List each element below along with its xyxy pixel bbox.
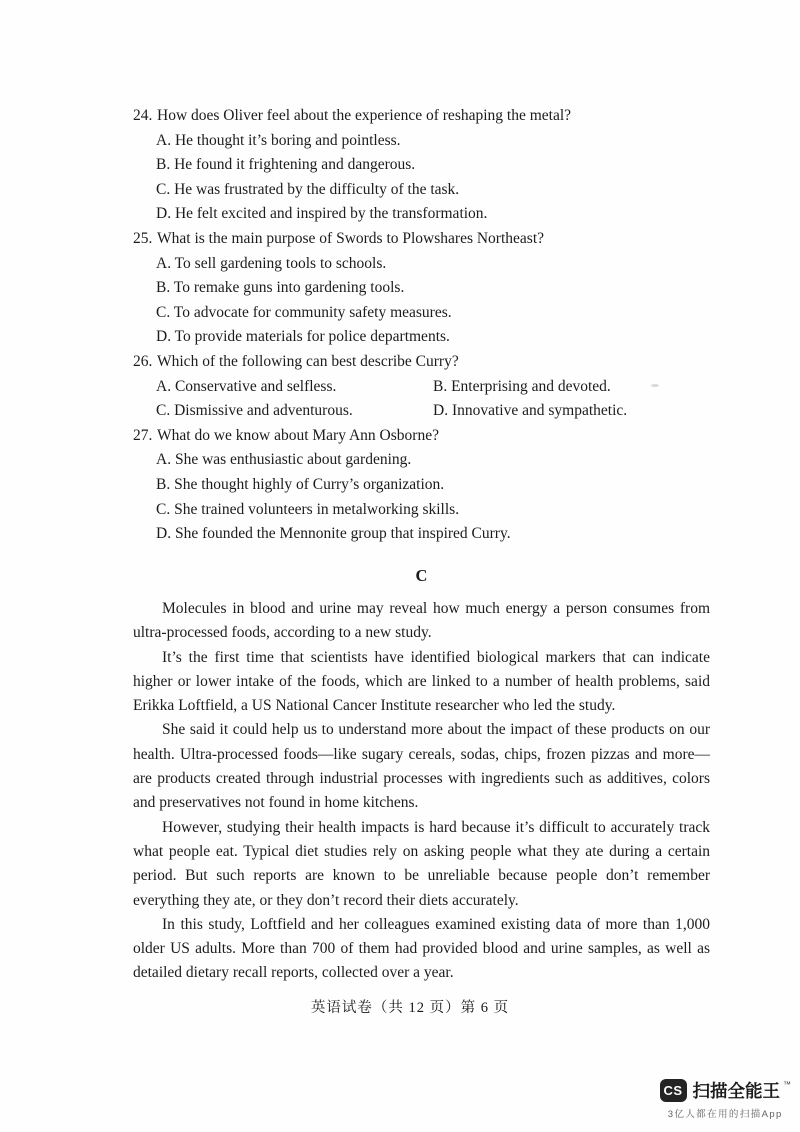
question-26: [133, 350, 713, 424]
camscanner-logo-icon: CS: [660, 1079, 687, 1102]
option-d: D. To provide materials for police departments.: [156, 328, 450, 346]
option-c: C. To advocate for community safety measures.: [156, 303, 452, 321]
passage-paragraph: It’s the first time that scientists have identified biological markers that can indicate higher or lower intake of the foods, which are linked to a number of health problems, said Erikka Loftfield, a US National Cancer Institute researcher who led the study.: [133, 648, 710, 715]
scan-artifact-dot: [651, 384, 659, 387]
option-c: C. She trained volunteers in metalworking skills.: [156, 500, 460, 518]
question-number: 26.: [133, 352, 153, 370]
option-a: A. He thought it’s boring and pointless.: [156, 131, 401, 149]
question-text: What is the main purpose of Swords to Plowshares Northeast?: [157, 229, 545, 247]
passage-paragraph: She said it could help us to understand more about the impact of these products on our health. Ultra-processed foods—like sugary cereals, sodas, chips, frozen pizzas and more—are products created through industrial processes with ingredients such as additives, colors and preservatives not found in home kitchens.: [133, 721, 710, 812]
option-b: B. She thought highly of Curry’s organization.: [156, 475, 445, 493]
option-list: [133, 375, 713, 424]
question-text: Which of the following can best describe Curry?: [157, 352, 459, 370]
trademark-symbol: ™: [783, 1080, 791, 1089]
option-b: B. Enterprising and devoted.: [433, 377, 611, 395]
option-list: [133, 129, 713, 227]
question-24: [133, 104, 713, 227]
option-c: C. He was frustrated by the difficulty of the task.: [156, 180, 460, 198]
page-footer: 英语试卷（共 12 页）第 6 页: [310, 1000, 510, 1016]
passage-paragraph: Molecules in blood and urine may reveal how much energy a person consumes from ultra-processed foods, according to a new study.: [133, 600, 710, 642]
option-a: A. Conservative and selfless.: [156, 377, 337, 395]
question-number: 24.: [133, 107, 153, 124]
question-text: How does Oliver feel about the experience of reshaping the metal?: [157, 107, 572, 124]
option-c: C. Dismissive and adventurous.: [156, 402, 353, 420]
option-d: D. Innovative and sympathetic.: [433, 402, 628, 420]
question-block: [133, 104, 713, 547]
question-number: 25.: [133, 229, 153, 247]
option-b: B. To remake guns into gardening tools.: [156, 279, 405, 297]
option-list: [133, 252, 713, 350]
question-25: [133, 227, 713, 350]
section-heading: C: [415, 566, 428, 585]
camscanner-brand-text: 扫描全能王: [692, 1081, 780, 1101]
option-a: A. She was enthusiastic about gardening.: [156, 451, 412, 469]
option-a: A. To sell gardening tools to schools.: [156, 254, 387, 272]
option-b: B. He found it frightening and dangerous.: [156, 156, 416, 174]
camscanner-watermark: [660, 1078, 792, 1120]
camscanner-tagline: 3亿人都在用的扫描App: [667, 1109, 783, 1120]
passage-paragraph: In this study, Loftfield and her colleagues examined existing data of more than 1,000 older US adults. More than 700 of them had provided blood and urine samples, as well as detailed dietary recall reports, collected over a year.: [133, 915, 710, 982]
option-list: [133, 448, 713, 546]
option-d: D. She founded the Mennonite group that inspired Curry.: [156, 525, 511, 543]
option-d: D. He felt excited and inspired by the transformation.: [156, 205, 488, 223]
question-text: What do we know about Mary Ann Osborne?: [157, 426, 439, 444]
passage-paragraph: However, studying their health impacts is hard because it’s difficult to accurately track what people eat. Typical diet studies rely on asking people what they ate during a certain period. But such reports are known to be unreliable because people don’t remember everything they ate, or they don’t record their diets accurately.: [133, 818, 710, 909]
question-number: 27.: [133, 426, 153, 444]
question-27: [133, 424, 713, 547]
reading-section-c: [133, 566, 710, 986]
